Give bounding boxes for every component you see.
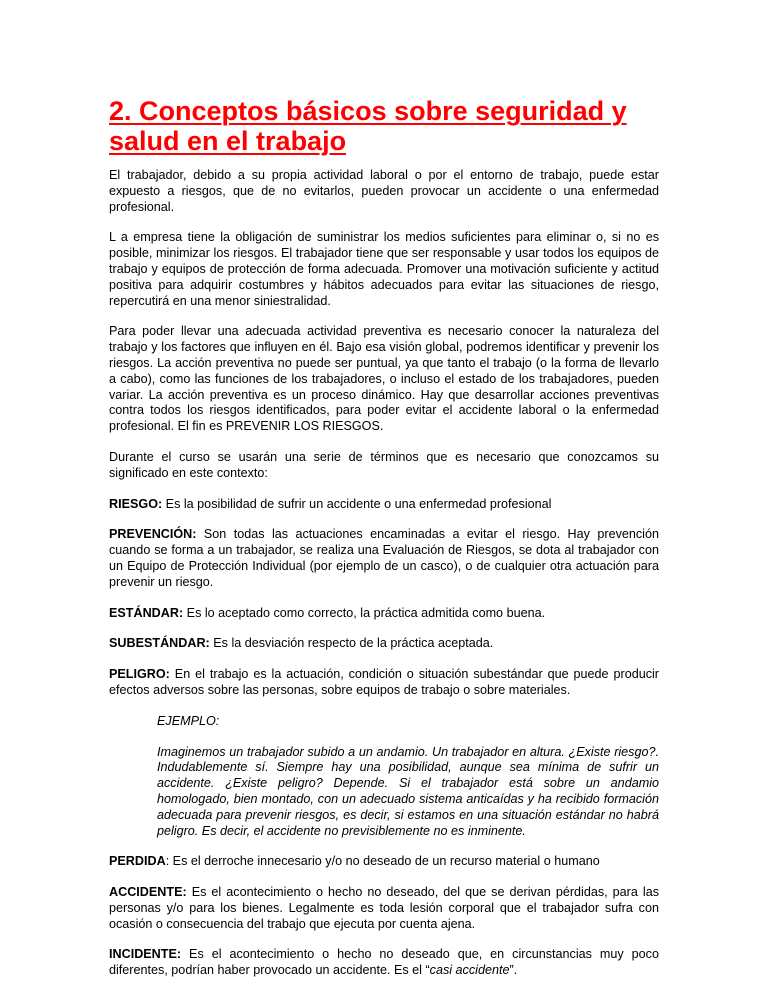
intro-paragraph: El trabajador, debido a su propia actividad laboral o por el entorno de trabajo, puede estar expuesto a riesgos, que de no evitarlos, pueden provocar un accidente o una enfermedad profesional. [109,168,659,214]
example-label: EJEMPLO: [157,713,220,728]
definition-term: ACCIDENTE: [109,885,187,900]
definition-text: En el trabajo es la actuación, condición o situación subestándar que puede producir efectos adversos sobre las personas, sobre equipos de trabajo o sobre materiales. [109,667,659,697]
definition-text: Es la posibilidad de sufrir un accidente o una enfermedad profesional [162,496,552,511]
definition-text: : Es el derroche innecesario y/o no deseado de un recurso material o humano [165,854,600,869]
definition-term: PREVENCIÓN: [109,527,197,542]
definition-term: ESTÁNDAR: [109,605,184,620]
definition-term: RIESGO: [109,496,163,511]
terms-intro-paragraph: Durante el curso se usarán una serie de términos que es necesario que conozcamos su significado en este contexto: [109,449,659,480]
definition-term: INCIDENTE: [109,947,182,962]
definition-estandar [109,606,659,622]
definition-term: PELIGRO: [109,667,170,682]
definition-riesgo [109,497,659,513]
definition-text-end: ”. [509,963,518,978]
definition-text: Es el acontecimiento o hecho no deseado, del que se derivan pérdidas, para las personas y/o para los bienes. Legalmente es toda lesión corporal que el trabajador sufra con ocasión o consecuencia del trabajo que ejecuta por cuenta ajena. [109,885,659,931]
definition-text: Es el acontecimiento o hecho no deseado que, en circunstancias muy poco diferentes, podrían haber provocado un accidente. Es el “ [109,947,659,978]
definition-subestandar [109,636,659,652]
definition-text: Es la desviación respecto de la práctica aceptada. [209,636,494,651]
example-block [157,714,659,840]
definition-perdida [109,854,659,870]
definition-prevencion [109,527,659,590]
example-text: Imaginemos un trabajador subido a un andamio. Un trabajador en altura. ¿Existe riesgo?. Indudablemente sí. Siempre hay una posibilidad, aunque sea mínima de sufrir un accidente. ¿Existe peligro? Depende. Si el trabajador está sobre un andamio homologado, bien montado, con un adecuado sistema anticaídas y ha recibido formación adecuada para prevenir riesgos, es decir, si estamos en una situación estándar no habrá peligro. Es decir, el accidente no previsiblemente no es inminente. [157,744,659,838]
definition-text: Es lo aceptado como correcto, la práctica admitida como buena. [183,605,546,620]
definition-incidente [109,947,659,979]
document-page [109,96,659,994]
obligations-paragraph: L a empresa tiene la obligación de suministrar los medios suficientes para eliminar o, si no es posible, minimizar los riesgos. El trabajador tiene que ser responsable y usar todos los equipos de trabajo y equipos de protección de forma adecuada. Promover una motivación suficiente y actitud positiva para adquirir costumbres y hábitos adecuados para evitar las situaciones de riesgo, repercutirá en una menor siniestralidad. [109,230,659,308]
definition-italic-text: casi accidente [429,963,510,978]
page-title: 2. Conceptos básicos sobre seguridad y salud en el trabajo [109,96,627,156]
preventive-action-paragraph: Para poder llevar una adecuada actividad preventiva es necesario conocer la naturaleza del trabajo y los factores que influyen en él. Bajo esa visión global, podremos identificar y prevenir los riesgos. La acción preventiva no puede ser puntual, ya que tanto el trabajo (o la forma de llevarlo a cabo), como las funciones de los trabajadores, o incluso el estado de los trabajadores, pueden variar. La acción preventiva es un proceso dinámico. Hay que desarrollar acciones preventivas contra todos los riesgos identificados, para poder evitar el accidente laboral o la enfermedad profesional. El fin es PREVENIR LOS RIESGOS. [109,324,659,434]
definition-term: SUBESTÁNDAR: [109,636,210,651]
definition-text: Son todas las actuaciones encaminadas a evitar el riesgo. Hay prevención cuando se forma a un trabajador, se realiza una Evaluación de Riesgos, se dota al trabajador con un Equipo de Protección Individual (por ejemplo de un casco), o de cualquier otra actuación para prevenir un riesgo. [109,527,659,589]
definition-accidente [109,885,659,932]
definition-term: PERDIDA [109,854,166,869]
definition-peligro [109,667,659,699]
